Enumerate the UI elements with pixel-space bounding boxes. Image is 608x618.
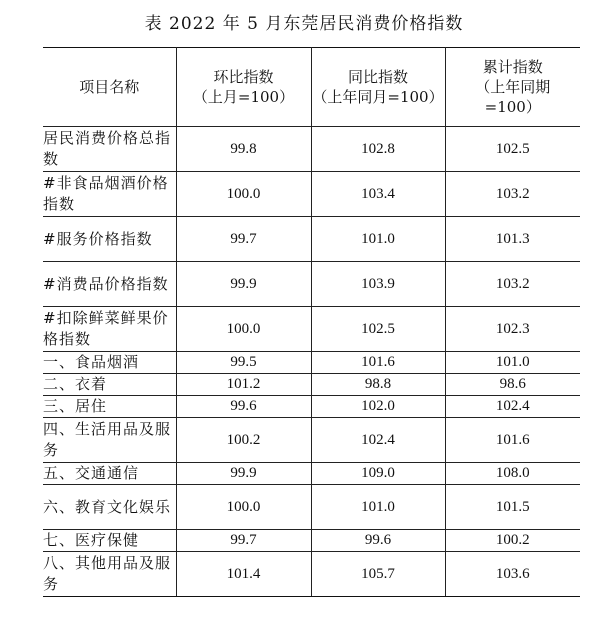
row-mom-value: 99.5	[176, 352, 311, 374]
header-yoy-label: 同比指数	[347, 68, 408, 86]
row-cum-value: 101.3	[445, 217, 580, 262]
row-yoy-value: 109.0	[311, 463, 445, 485]
row-item-name: 四、生活用品及服务	[43, 418, 176, 463]
header-item-name	[43, 48, 176, 127]
row-yoy-value: 103.4	[311, 172, 445, 217]
table-row	[43, 172, 580, 217]
table-row	[43, 485, 580, 530]
row-item-name: #服务价格指数	[43, 217, 176, 262]
header-cum-label: 累计指数	[482, 58, 543, 76]
row-item-name: #扣除鲜菜鲜果价格指数	[43, 307, 176, 352]
row-item-name: 八、其他用品及服务	[43, 552, 176, 597]
header-item-label: 项目名称	[79, 78, 140, 96]
header-yoy-index	[311, 48, 445, 127]
row-item-name: 二、衣着	[43, 374, 176, 396]
row-yoy-value: 101.0	[311, 485, 445, 530]
row-cum-value: 108.0	[445, 463, 580, 485]
row-cum-value: 102.3	[445, 307, 580, 352]
row-item-name: #消费品价格指数	[43, 262, 176, 307]
row-yoy-value: 105.7	[311, 552, 445, 597]
row-yoy-value: 98.8	[311, 374, 445, 396]
row-mom-value: 99.6	[176, 396, 311, 418]
table-row	[43, 463, 580, 485]
table-row	[43, 352, 580, 374]
table-row	[43, 418, 580, 463]
row-mom-value: 99.8	[176, 127, 311, 172]
row-item-name: #非食品烟酒价格指数	[43, 172, 176, 217]
header-mom-index	[176, 48, 311, 127]
row-mom-value: 101.4	[176, 552, 311, 597]
table-row	[43, 262, 580, 307]
header-cumulative-index	[445, 48, 580, 127]
row-yoy-value: 101.0	[311, 217, 445, 262]
row-item-name: 五、交通通信	[43, 463, 176, 485]
row-mom-value: 99.7	[176, 217, 311, 262]
header-mom-base: （上月=100）	[192, 88, 295, 106]
table-row	[43, 374, 580, 396]
row-cum-value: 103.2	[445, 172, 580, 217]
table-row	[43, 127, 580, 172]
cpi-table	[43, 47, 580, 597]
row-cum-value: 102.5	[445, 127, 580, 172]
table-row	[43, 307, 580, 352]
row-mom-value: 100.2	[176, 418, 311, 463]
row-cum-value: 101.6	[445, 418, 580, 463]
row-yoy-value: 102.4	[311, 418, 445, 463]
row-cum-value: 101.0	[445, 352, 580, 374]
row-yoy-value: 102.0	[311, 396, 445, 418]
row-item-name: 居民消费价格总指数	[43, 127, 176, 172]
header-cum-base-1: （上年同期	[475, 78, 551, 96]
table-row	[43, 217, 580, 262]
row-mom-value: 100.0	[176, 172, 311, 217]
row-mom-value: 99.7	[176, 530, 311, 552]
row-cum-value: 103.6	[445, 552, 580, 597]
row-mom-value: 100.0	[176, 485, 311, 530]
row-cum-value: 98.6	[445, 374, 580, 396]
row-item-name: 一、食品烟酒	[43, 352, 176, 374]
row-item-name: 三、居住	[43, 396, 176, 418]
table-title: 表 2022 年 5 月东莞居民消费价格指数	[144, 14, 464, 34]
header-yoy-base: （上年同月=100）	[312, 88, 444, 106]
row-cum-value: 101.5	[445, 485, 580, 530]
row-cum-value: 102.4	[445, 396, 580, 418]
header-cum-base-2: =100）	[484, 98, 541, 116]
row-mom-value: 100.0	[176, 307, 311, 352]
table-row	[43, 552, 580, 597]
header-mom-label: 环比指数	[213, 68, 274, 86]
row-mom-value: 99.9	[176, 463, 311, 485]
header-row	[43, 48, 580, 127]
row-cum-value: 100.2	[445, 530, 580, 552]
row-item-name: 六、教育文化娱乐	[43, 485, 176, 530]
row-yoy-value: 101.6	[311, 352, 445, 374]
table-row	[43, 396, 580, 418]
row-item-name: 七、医疗保健	[43, 530, 176, 552]
row-cum-value: 103.2	[445, 262, 580, 307]
row-yoy-value: 103.9	[311, 262, 445, 307]
row-mom-value: 101.2	[176, 374, 311, 396]
table-row	[43, 530, 580, 552]
row-yoy-value: 102.5	[311, 307, 445, 352]
row-yoy-value: 102.8	[311, 127, 445, 172]
row-mom-value: 99.9	[176, 262, 311, 307]
row-yoy-value: 99.6	[311, 530, 445, 552]
